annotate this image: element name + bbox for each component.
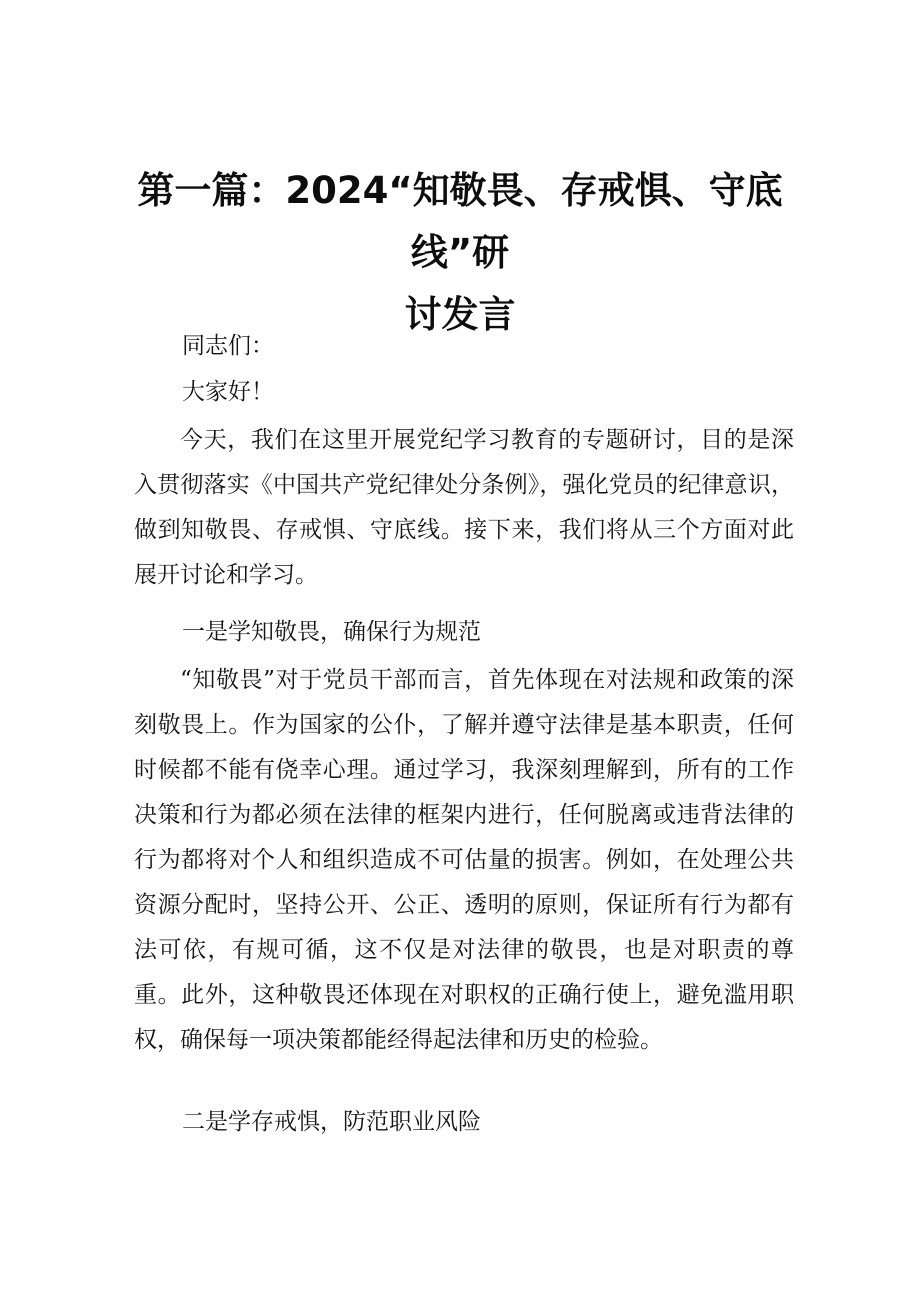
- section-2-heading: 二是学存戒惧，防范职业风险: [182, 1109, 481, 1135]
- greeting: 大家好！: [182, 379, 274, 405]
- intro-paragraph: 今天，我们在这里开展党纪学习教育的专题研讨，目的是深入贯彻落实《中国共产党纪律处分条例》，强化党员的纪律意识，做到知敬畏、存戒惧、守底线。接下来，我们将从三个方面对此展开讨论和学习。: [134, 427, 794, 588]
- section-1-heading: 一是学知敬畏，确保行为规范: [182, 619, 481, 645]
- salutation: 同志们：: [182, 333, 274, 359]
- section-1-paragraph: “知敬畏”对于党员干部而言，首先体现在对法规和政策的深刻敬畏上。作为国家的公仆，了解并遵守法律是基本职责，任何时候都不能有侥幸心理。通过学习，我深刻理解到，所有的工作决策和行为都必须在法律的框架内进行，任何脱离或违背法律的行为都将对个人和组织造成不可估量的损害。例如，在处理公共资源分配时，坚持公开、公正、透明的原则，保证所有行为都有法可依，有规可循，这不仅是对法律的敬畏，也是对职责的尊重。此外，这种敬畏还体现在对职权的正确行使上，避免滥用职权，确保每一项决策都能经得起法律和历史的检验。: [134, 667, 794, 1053]
- title-line-2: 讨发言: [404, 293, 516, 336]
- title-line-1: 第一篇：2024“知敬畏、存戒惧、守底线”研: [137, 169, 783, 274]
- document-title: [100, 160, 820, 346]
